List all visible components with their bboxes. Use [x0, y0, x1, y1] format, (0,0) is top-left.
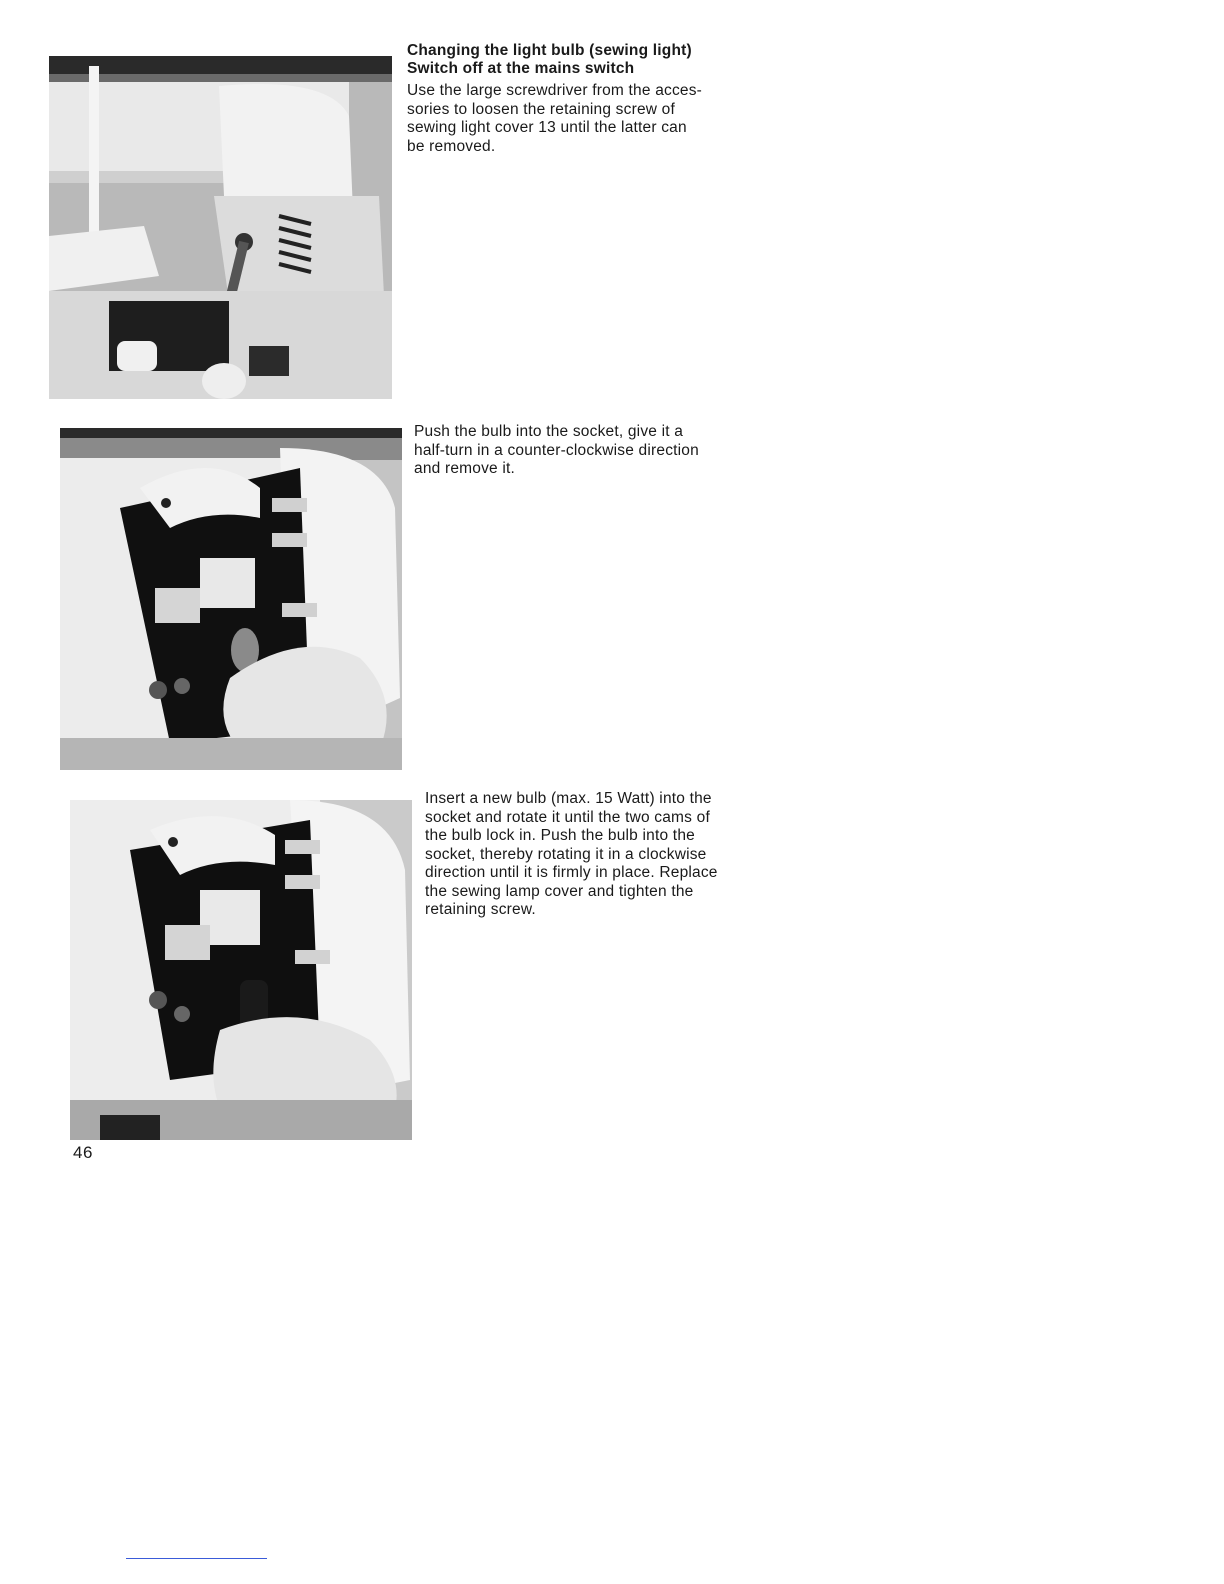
text-line: socket, thereby rotating it in a clockwise: [425, 845, 707, 863]
text-line: half-turn in a counter-clockwise direction: [414, 441, 699, 459]
photo-remove-bulb-image: [60, 428, 402, 770]
text-line: direction until it is firmly in place. Replace: [425, 864, 718, 881]
instruction-paragraph: [425, 790, 785, 920]
photo-remove-light-cover: [49, 56, 392, 399]
text-line: retaining screw.: [425, 901, 536, 918]
text-line: be removed.: [407, 137, 496, 155]
photo-insert-new-bulb-image: [70, 800, 412, 1140]
section-heading: [407, 42, 767, 78]
instruction-paragraph: [407, 82, 767, 156]
text-line: sewing light cover 13 until the latter can: [407, 119, 687, 136]
text-line: socket and rotate it until the two cams of: [425, 808, 710, 826]
text-line: Push the bulb into the socket, give it a: [414, 423, 684, 440]
section-remove-bulb: [414, 423, 774, 479]
text-line: sories to loosen the retaining screw of: [407, 100, 675, 118]
heading-line: Changing the light bulb (sewing light): [407, 42, 692, 59]
instruction-paragraph: [414, 423, 774, 479]
page-number: 46: [73, 1143, 93, 1162]
text-line: and remove it.: [414, 460, 516, 477]
photo-insert-new-bulb: [70, 800, 412, 1140]
text-line: Use the large screwdriver from the acces-: [407, 82, 703, 99]
section-changing-light-bulb: [407, 42, 767, 156]
photo-remove-light-cover-image: [49, 56, 392, 399]
section-insert-bulb: [425, 790, 785, 920]
photo-remove-bulb: [60, 428, 402, 770]
text-line: the sewing lamp cover and tighten the: [425, 882, 694, 900]
text-line: Insert a new bulb (max. 15 Watt) into the: [425, 790, 712, 807]
heading-line: Switch off at the mains switch: [407, 60, 635, 77]
footer-rule: [126, 1558, 267, 1559]
text-line: the bulb lock in. Push the bulb into the: [425, 827, 695, 844]
